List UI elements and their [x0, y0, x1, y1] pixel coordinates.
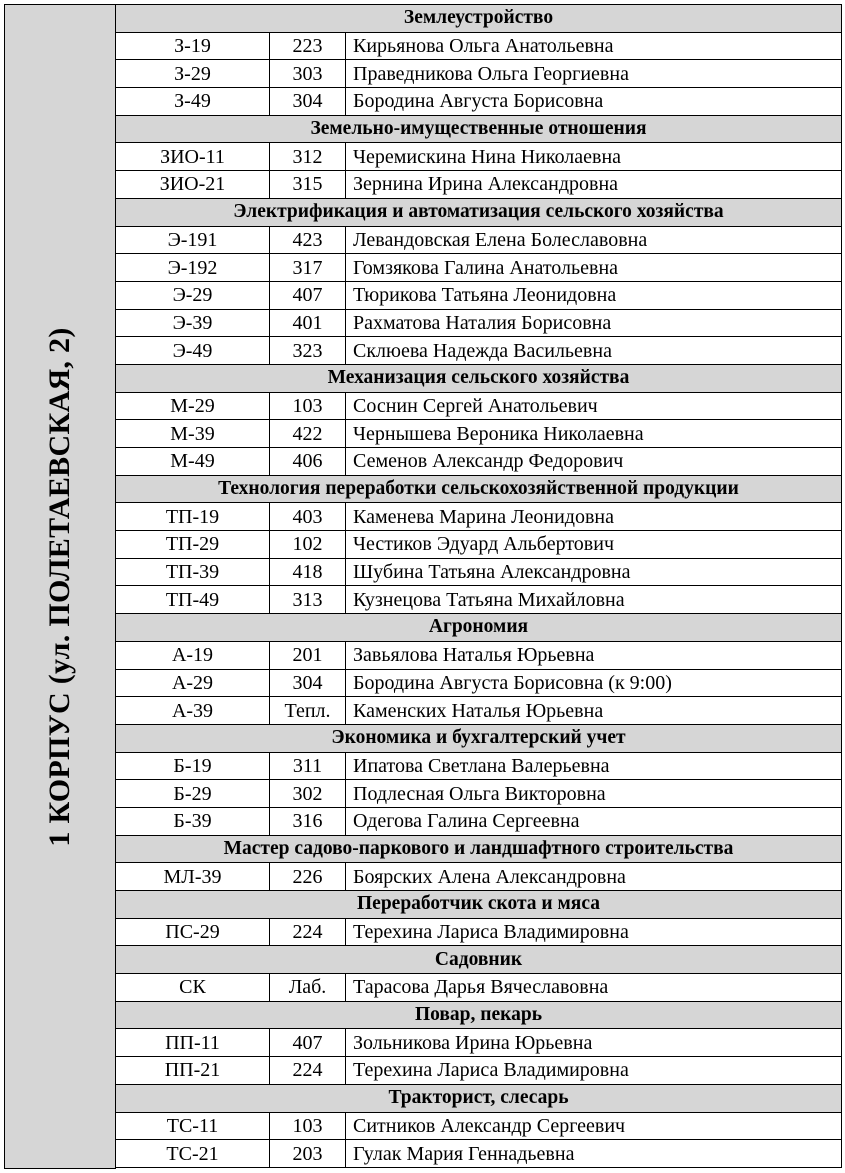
teacher-name: Рахматова Наталия Борисовна — [346, 309, 842, 337]
teacher-name: Бородина Августа Борисовна — [346, 88, 842, 116]
group-code: М-49 — [116, 448, 270, 476]
room-number: 418 — [270, 558, 346, 586]
group-code: Э-49 — [116, 337, 270, 365]
section-title: Повар, пекарь — [116, 1001, 842, 1029]
section-header-row — [116, 5, 842, 33]
table-row — [116, 143, 842, 171]
room-number: 103 — [270, 1112, 346, 1140]
table-row — [116, 254, 842, 282]
table-row — [116, 32, 842, 60]
section-title: Землеустройство — [116, 5, 842, 33]
teacher-name: Чернышева Вероника Николаевна — [346, 420, 842, 448]
group-code: А-19 — [116, 641, 270, 669]
section-title: Технология переработки сельскохозяйственной продукции — [116, 475, 842, 503]
table-row — [116, 503, 842, 531]
group-code: ПП-11 — [116, 1029, 270, 1057]
group-code: З-19 — [116, 32, 270, 60]
room-number: 407 — [270, 281, 346, 309]
section-header-row — [116, 614, 842, 642]
room-number: 422 — [270, 420, 346, 448]
teacher-name: Гулак Мария Геннадьевна — [346, 1140, 842, 1168]
section-title: Механизация сельского хозяйства — [116, 364, 842, 392]
teacher-name: Завьялова Наталья Юрьевна — [346, 641, 842, 669]
table-row — [116, 918, 842, 946]
group-code: Э-29 — [116, 281, 270, 309]
group-code: Э-39 — [116, 309, 270, 337]
teacher-name: Гомзякова Галина Анатольевна — [346, 254, 842, 282]
teacher-name: Тарасова Дарья Вячеславовна — [346, 974, 842, 1002]
teacher-name: Ипатова Светлана Валерьевна — [346, 752, 842, 780]
section-title: Экономика и бухгалтерский учет — [116, 724, 842, 752]
table-row — [116, 807, 842, 835]
room-number: 303 — [270, 60, 346, 88]
table-row — [116, 974, 842, 1002]
room-number: 311 — [270, 752, 346, 780]
room-number: 315 — [270, 171, 346, 199]
group-code: М-29 — [116, 392, 270, 420]
section-title: Электрификация и автоматизация сельского хозяйства — [116, 198, 842, 226]
teacher-name: Боярских Алена Александровна — [346, 863, 842, 891]
table-row — [116, 780, 842, 808]
group-code: ПС-29 — [116, 918, 270, 946]
section-header-row — [116, 835, 842, 863]
group-code: СК — [116, 974, 270, 1002]
building-label-cell — [4, 4, 116, 1169]
teacher-name: Кирьянова Ольга Анатольевна — [346, 32, 842, 60]
section-header-row — [116, 1084, 842, 1112]
group-code: ТП-39 — [116, 558, 270, 586]
group-code: А-39 — [116, 697, 270, 725]
table-row — [116, 281, 842, 309]
room-number: 223 — [270, 32, 346, 60]
section-title: Земельно-имущественные отношения — [116, 115, 842, 143]
room-number: 201 — [270, 641, 346, 669]
room-number: 304 — [270, 669, 346, 697]
section-header-row — [116, 198, 842, 226]
table-row — [116, 88, 842, 116]
teacher-name: Бородина Августа Борисовна (к 9:00) — [346, 669, 842, 697]
room-number: 316 — [270, 807, 346, 835]
room-number: 423 — [270, 226, 346, 254]
group-code: Э-191 — [116, 226, 270, 254]
group-teacher-table — [115, 4, 842, 1168]
section-header-row — [116, 364, 842, 392]
section-header-row — [116, 475, 842, 503]
teacher-name: Соснин Сергей Анатольевич — [346, 392, 842, 420]
room-number: 203 — [270, 1140, 346, 1168]
room-number: 401 — [270, 309, 346, 337]
teacher-name: Подлесная Ольга Викторовна — [346, 780, 842, 808]
group-code: ТП-49 — [116, 586, 270, 614]
table-row — [116, 863, 842, 891]
room-number: Тепл. — [270, 697, 346, 725]
table-row — [116, 697, 842, 725]
table-row — [116, 420, 842, 448]
room-number: Лаб. — [270, 974, 346, 1002]
room-number: 304 — [270, 88, 346, 116]
group-code: Э-192 — [116, 254, 270, 282]
group-code: Б-39 — [116, 807, 270, 835]
group-code: Б-19 — [116, 752, 270, 780]
room-number: 317 — [270, 254, 346, 282]
group-code: А-29 — [116, 669, 270, 697]
table-row — [116, 392, 842, 420]
room-number: 313 — [270, 586, 346, 614]
table-row — [116, 669, 842, 697]
group-code: МЛ-39 — [116, 863, 270, 891]
group-code: Б-29 — [116, 780, 270, 808]
table-row — [116, 531, 842, 559]
section-header-row — [116, 724, 842, 752]
group-code: ЗИО-11 — [116, 143, 270, 171]
teacher-name: Зернина Ирина Александровна — [346, 171, 842, 199]
section-title: Мастер садово-паркового и ландшафтного строительства — [116, 835, 842, 863]
table-row — [116, 226, 842, 254]
table-body — [116, 5, 842, 1168]
table-row — [116, 1057, 842, 1085]
teacher-name: Тюрикова Татьяна Леонидовна — [346, 281, 842, 309]
teacher-name: Терехина Лариса Владимировна — [346, 918, 842, 946]
teacher-name: Каменева Марина Леонидовна — [346, 503, 842, 531]
table-row — [116, 60, 842, 88]
room-number: 224 — [270, 918, 346, 946]
room-number: 312 — [270, 143, 346, 171]
room-number: 323 — [270, 337, 346, 365]
teacher-name: Кузнецова Татьяна Михайловна — [346, 586, 842, 614]
table-row — [116, 558, 842, 586]
teacher-name: Ситников Александр Сергеевич — [346, 1112, 842, 1140]
table-row — [116, 1140, 842, 1168]
room-number: 302 — [270, 780, 346, 808]
teacher-name: Каменских Наталья Юрьевна — [346, 697, 842, 725]
section-title: Тракторист, слесарь — [116, 1084, 842, 1112]
group-code: З-29 — [116, 60, 270, 88]
section-title: Агрономия — [116, 614, 842, 642]
group-code: ПП-21 — [116, 1057, 270, 1085]
room-number: 403 — [270, 503, 346, 531]
room-number: 224 — [270, 1057, 346, 1085]
table-row — [116, 337, 842, 365]
table-row — [116, 309, 842, 337]
group-code: ЗИО-21 — [116, 171, 270, 199]
section-header-row — [116, 115, 842, 143]
room-number: 103 — [270, 392, 346, 420]
table-row — [116, 752, 842, 780]
section-header-row — [116, 1001, 842, 1029]
teacher-name: Склюева Надежда Васильевна — [346, 337, 842, 365]
room-number: 102 — [270, 531, 346, 559]
group-code: З-49 — [116, 88, 270, 116]
section-header-row — [116, 946, 842, 974]
teacher-name: Семенов Александр Федорович — [346, 448, 842, 476]
building-label: 1 КОРПУС (ул. ПОЛЕТАЕВСКАЯ, 2) — [43, 326, 76, 847]
room-number: 407 — [270, 1029, 346, 1057]
group-code: М-39 — [116, 420, 270, 448]
section-title: Переработчик скота и мяса — [116, 891, 842, 919]
table-row — [116, 171, 842, 199]
table-row — [116, 448, 842, 476]
group-code: ТП-29 — [116, 531, 270, 559]
group-code: ТП-19 — [116, 503, 270, 531]
room-number: 226 — [270, 863, 346, 891]
table-row — [116, 1112, 842, 1140]
group-code: ТС-21 — [116, 1140, 270, 1168]
table-row — [116, 1029, 842, 1057]
table-row — [116, 586, 842, 614]
room-number: 406 — [270, 448, 346, 476]
teacher-name: Праведникова Ольга Георгиевна — [346, 60, 842, 88]
teacher-name: Шубина Татьяна Александровна — [346, 558, 842, 586]
teacher-name: Одегова Галина Сергеевна — [346, 807, 842, 835]
section-title: Садовник — [116, 946, 842, 974]
teacher-name: Терехина Лариса Владимировна — [346, 1057, 842, 1085]
teacher-name: Зольникова Ирина Юрьевна — [346, 1029, 842, 1057]
teacher-name: Черемискина Нина Николаевна — [346, 143, 842, 171]
teacher-name: Левандовская Елена Болеславовна — [346, 226, 842, 254]
teacher-name: Честиков Эдуард Альбертович — [346, 531, 842, 559]
section-header-row — [116, 891, 842, 919]
table-row — [116, 641, 842, 669]
group-code: ТС-11 — [116, 1112, 270, 1140]
